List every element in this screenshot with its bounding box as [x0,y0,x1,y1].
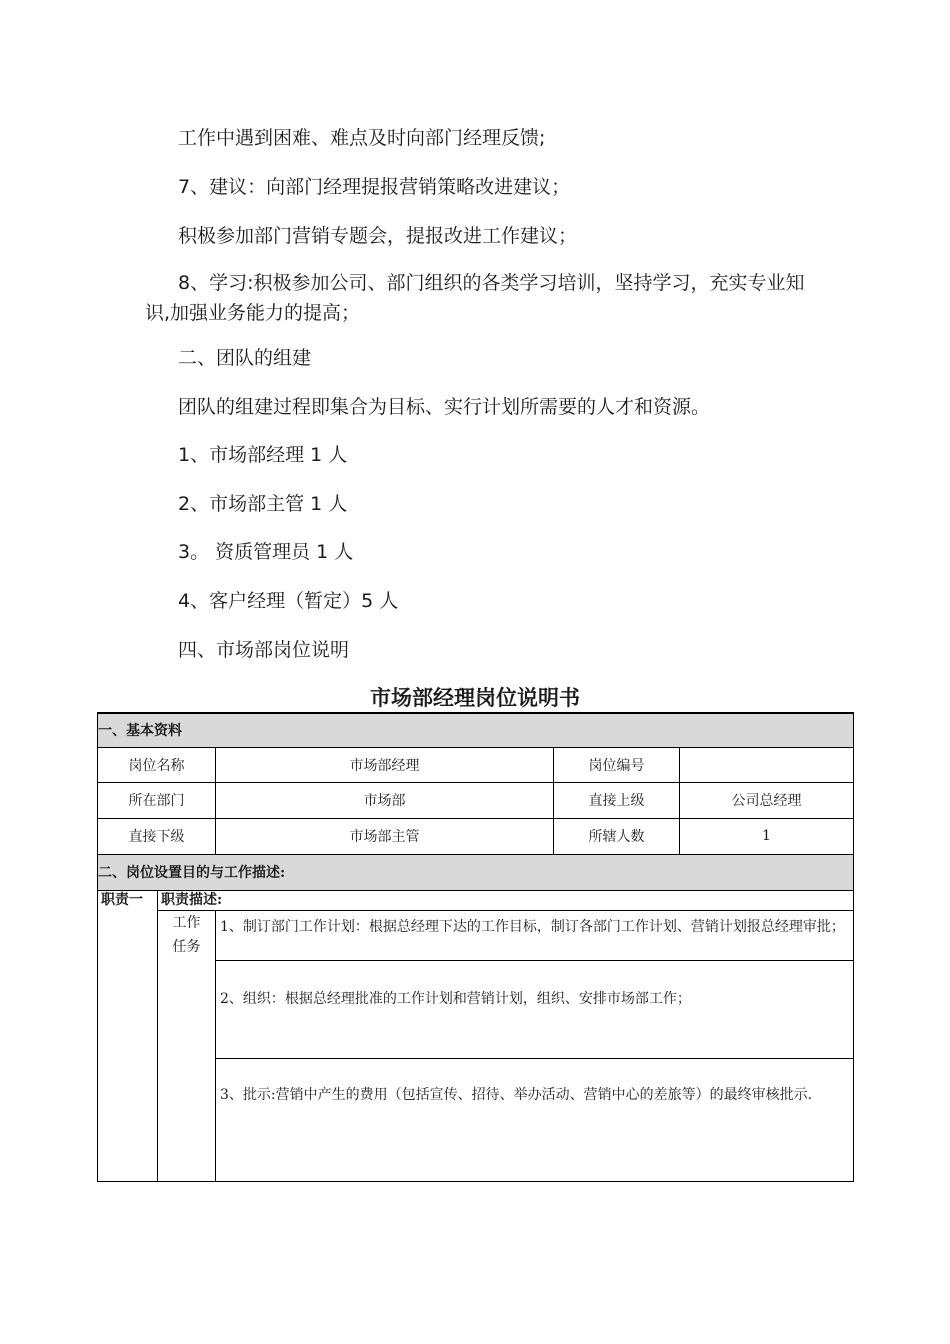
value-direct-subordinate: 市场部主管 [216,818,554,854]
label-position-code: 岗位编号 [554,747,680,782]
paragraph-team-process: 团队的组建过程即集合为目标、实行计划所需要的人才和资源。 [178,396,711,418]
value-headcount: 1 [680,818,854,854]
task-organize: 2、组织：根据总经理批准的工作计划和营销计划，组织、安排市场部工作； [216,960,854,1058]
work-task-label: 工作任务 [158,910,216,1181]
heading-job-description: 四、市场部岗位说明 [178,639,350,661]
list-item-account-manager: 4、客户经理（暂定）5 人 [178,590,399,612]
heading-team-building: 二、团队的组建 [178,347,312,369]
document-title: 市场部经理岗位说明书 [370,685,580,710]
label-headcount: 所辖人数 [554,818,680,854]
section-purpose-label: 二、岗位设置目的与工作描述: [98,854,854,890]
section-purpose [98,854,854,890]
list-item-supervisor: 2、市场部主管 1 人 [178,493,348,515]
section-basic-info-label: 一、基本资料 [98,713,854,747]
paragraph-learning: 8、学习:积极参加公司、部门组织的各类学习培训，坚持学习，充实专业知识,加强业务能力的提高； [145,272,805,324]
section-basic-info [98,713,854,747]
label-department: 所在部门 [98,782,216,818]
label-direct-superior: 直接上级 [554,782,680,818]
table-row [98,818,854,854]
value-department: 市场部 [216,782,554,818]
value-position-name: 市场部经理 [216,747,554,782]
duty-header-row [98,890,854,910]
value-position-code [680,747,854,782]
table-row [98,910,854,960]
duty-one-label: 职责一 [98,890,158,1181]
table-row [98,782,854,818]
paragraph-meeting: 积极参加部门营销专题会，提报改进工作建议； [178,225,578,247]
task-approve: 3、批示:营销中产生的费用（包括宣传、招待、举办活动、营销中心的差旅等）的最终审核批示. [216,1058,854,1181]
label-position-name: 岗位名称 [98,747,216,782]
paragraph-feedback: 工作中遇到困难、难点及时向部门经理反馈; [178,127,546,149]
label-direct-subordinate: 直接下级 [98,818,216,854]
job-description-table [97,712,854,1182]
list-item-manager: 1、市场部经理 1 人 [178,444,348,466]
table-row [98,747,854,782]
paragraph-suggestion: 7、建议：向部门经理提报营销策略改进建议； [178,176,571,198]
duty-description-label: 职责描述: [158,890,854,910]
value-direct-superior: 公司总经理 [680,782,854,818]
task-plan: 1、制订部门工作计划：根据总经理下达的工作目标，制订各部门工作计划、营销计划报总经理审批； [216,910,854,960]
list-item-qualification: 3。 资质管理员 1 人 [178,541,354,563]
